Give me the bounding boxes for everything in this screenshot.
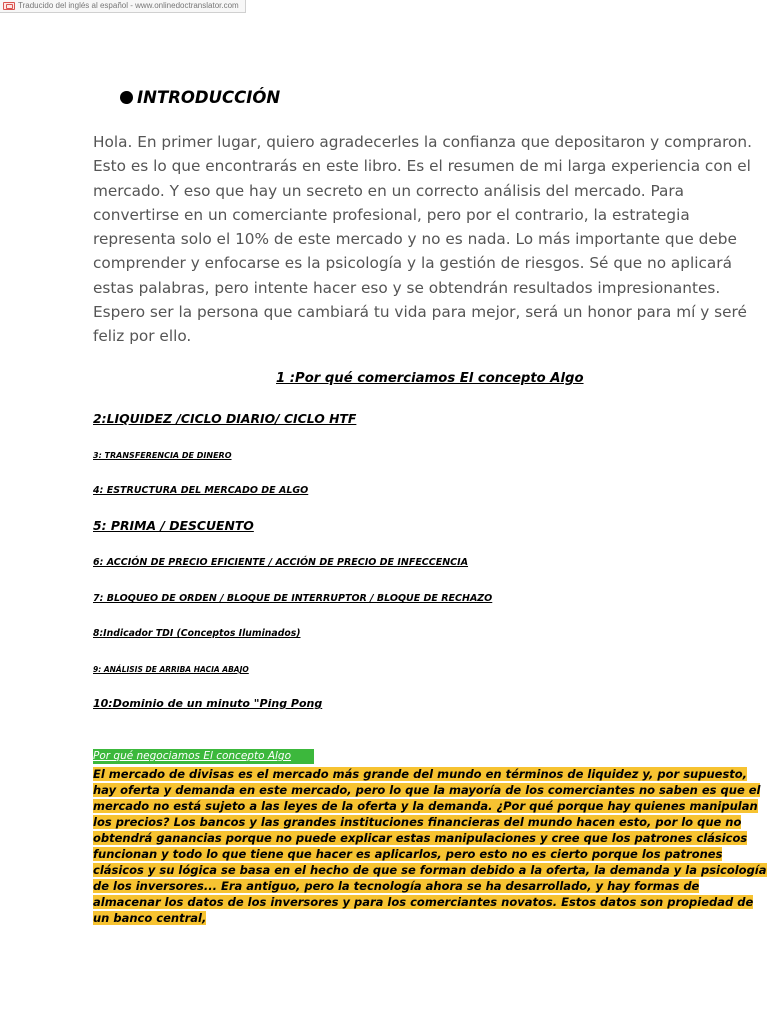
toc-item-8[interactable]: 8:Indicador TDI (Conceptos Iluminados) [93,628,301,639]
toc-item-2[interactable]: 2:LIQUIDEZ /CICLO DIARIO/ CICLO HTF [93,411,357,426]
toc-item-6[interactable]: 6: ACCIÓN DE PRECIO EFICIENTE / ACCIÓN DE PRECIO DE INFECCENCIA [93,557,469,568]
section-heading: Por qué negociamos El concepto Algo [93,749,314,764]
toc-item-5[interactable]: 5: PRIMA / DESCUENTO [93,518,254,533]
translator-banner-text: Traducido del inglés al español - www.onlinedoctranslator.com [18,1,239,10]
toc-item-4[interactable]: 4: ESTRUCTURA DEL MERCADO DE ALGO [93,485,309,496]
toc-item-3[interactable]: 3: TRANSFERENCIA DE DINERO [93,451,232,460]
toc-item-10[interactable]: 10:Dominio de un minuto "Ping Pong [93,697,323,710]
toc-item-7[interactable]: 7: BLOQUEO DE ORDEN / BLOQUE DE INTERRUPTOR / BLOQUE DE RECHAZO [93,593,493,604]
introduction-paragraph: Hola. En primer lugar, quiero agradecerles la confianza que depositaron y compraron. Esto es lo que encontrarás en este libro. Es el resumen de mi larga experiencia con el mercado. Y eso que hay un secreto en un correcto análisis del mercado. Para convertirse en un comerciante profesional, pero por el contrario, la estrategia representa solo el 10% de este mercado y no es nada. Lo más importante que debe comprender y enfocarse es la psicología y la gestión de riesgos. Sé que no aplicará estas palabras, pero intente hacer eso y se obtendrán resultados impresionantes. Espero ser la persona que cambiará tu vida para mejor, será un honor para mí y seré feliz por ello. [93,133,752,346]
toc-item-1[interactable]: 1 :Por qué comerciamos El concepto Algo [276,371,584,386]
translator-banner[interactable] [0,0,246,13]
toc-item-9[interactable]: 9: ANÁLISIS DE ARRIBA HACIA ABAJO [93,665,249,674]
introduction-heading [120,88,280,107]
highlighted-body-text: El mercado de divisas es el mercado más grande del mundo en términos de liquidez y, por supuesto, hay oferta y demanda en este mercado, pero lo que la mayoría de los comerciantes no saben es que el mercado no está sujeto a las leyes de la oferta y la demanda. ¿Por qué porque hay quienes manipulan los precios? Los bancos y las grandes instituciones financieras del mundo hacen esto, por lo que no obtendrá ganancias porque no puede explicar estas manipulaciones y cree que los patrones clásicos funcionan y todo lo que tiene que hacer es aplicarlos, pero esto no es cierto porque los patrones clásicos y su lógica se basa en el hecho de que se forman debido a la oferta, la demanda y la psicología de los inversores... Era antiguo, pero la tecnología ahora se ha desarrollado, y hay formas de almacenar los datos de los inversores y para los comerciantes novatos. Estos datos son propiedad de un banco central, [93,767,767,925]
introduction-heading-text: INTRODUCCIÓN [137,88,281,107]
translate-icon [3,2,15,10]
section-body [93,766,768,926]
bullet-icon [120,91,133,104]
